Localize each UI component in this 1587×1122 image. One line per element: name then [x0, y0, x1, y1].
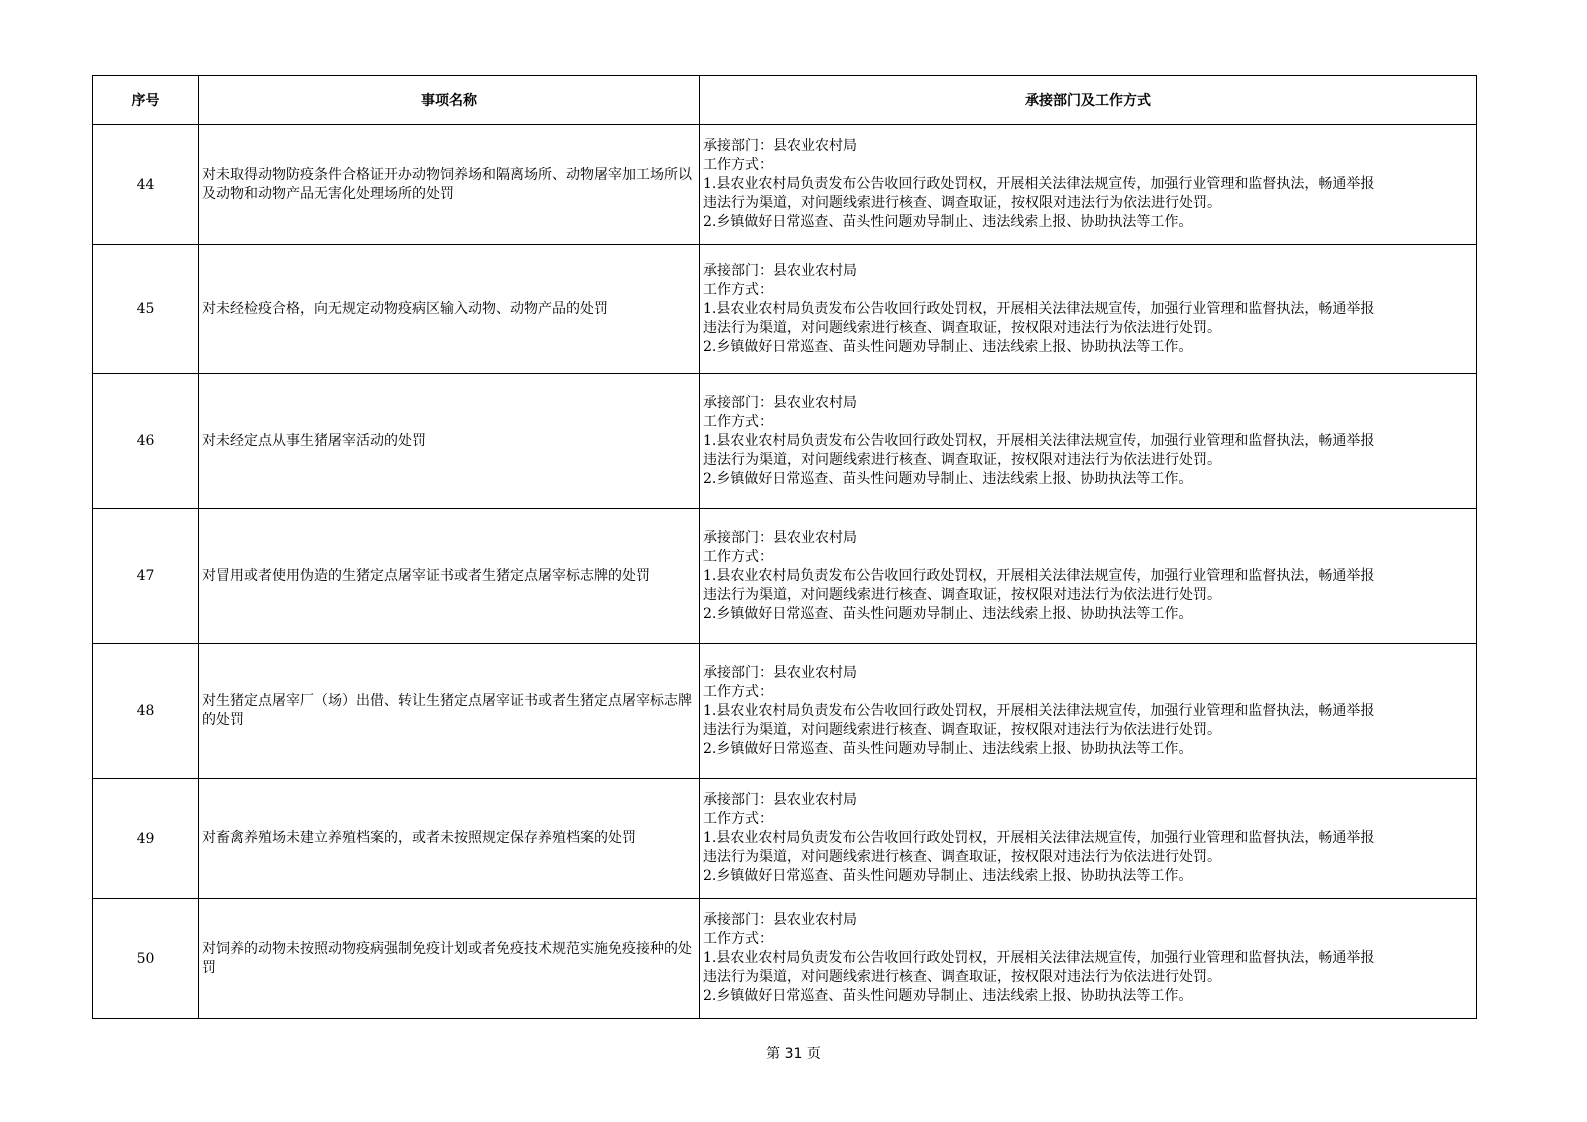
table-row [93, 374, 1477, 509]
row-name: 对冒用或者使用伪造的生猪定点屠宰证书或者生猪定点屠宰标志牌的处罚 [199, 509, 700, 644]
method-dept-line: 承接部门：县农业农村局 [703, 792, 857, 808]
method-line: 违法行为渠道，对问题线索进行核查、调查取证，按权限对违法行为依法进行处罚。 [703, 319, 1221, 336]
table-row [93, 509, 1477, 644]
method-line: 2.乡镇做好日常巡查、苗头性问题劝导制止、违法线索上报、协助执法等工作。 [703, 740, 1193, 757]
row-method [700, 374, 1477, 509]
header-row [93, 76, 1477, 125]
table-row [93, 245, 1477, 374]
row-method [700, 779, 1477, 899]
header-name: 事项名称 [199, 76, 700, 125]
method-line: 2.乡镇做好日常巡查、苗头性问题劝导制止、违法线索上报、协助执法等工作。 [703, 605, 1193, 622]
method-label-line: 工作方式： [703, 413, 773, 430]
method-label-line: 工作方式： [703, 811, 773, 827]
method-line: 2.乡镇做好日常巡查、苗头性问题劝导制止、违法线索上报、协助执法等工作。 [703, 470, 1193, 487]
row-num: 49 [93, 779, 199, 899]
row-name: 对未取得动物防疫条件合格证开办动物饲养场和隔离场所、动物屠宰加工场所以及动物和动物产品无害化处理场所的处罚 [199, 125, 700, 245]
method-line: 违法行为渠道，对问题线索进行核查、调查取证，按权限对违法行为依法进行处罚。 [703, 451, 1221, 468]
table-row [93, 779, 1477, 899]
method-line: 1.县农业农村局负责发布公告收回行政处罚权，开展相关法律法规宣传，加强行业管理和监督执法，畅通举报 [703, 702, 1375, 719]
method-dept-line: 承接部门：县农业农村局 [703, 664, 857, 681]
method-label-line: 工作方式： [703, 157, 773, 173]
row-num: 47 [93, 509, 199, 644]
row-num: 50 [93, 899, 199, 1019]
row-method [700, 125, 1477, 245]
method-dept-line: 承接部门：县农业农村局 [703, 394, 857, 411]
row-num: 45 [93, 245, 199, 374]
row-name: 对未经定点从事生猪屠宰活动的处罚 [199, 374, 700, 509]
header-method: 承接部门及工作方式 [700, 76, 1477, 125]
row-name: 对未经检疫合格，向无规定动物疫病区输入动物、动物产品的处罚 [199, 245, 700, 374]
method-line: 违法行为渠道，对问题线索进行核查、调查取证，按权限对违法行为依法进行处罚。 [703, 721, 1221, 738]
row-name: 对饲养的动物未按照动物疫病强制免疫计划或者免疫技术规范实施免疫接种的处罚 [199, 899, 700, 1019]
method-line: 2.乡镇做好日常巡查、苗头性问题劝导制止、违法线索上报、协助执法等工作。 [703, 988, 1193, 1004]
method-line: 1.县农业农村局负责发布公告收回行政处罚权，开展相关法律法规宣传，加强行业管理和监督执法，畅通举报 [703, 432, 1375, 449]
method-label-line: 工作方式： [703, 931, 773, 947]
table-row [93, 899, 1477, 1019]
method-line: 1.县农业农村局负责发布公告收回行政处罚权，开展相关法律法规宣传，加强行业管理和监督执法，畅通举报 [703, 830, 1375, 846]
method-line: 违法行为渠道，对问题线索进行核查、调查取证，按权限对违法行为依法进行处罚。 [703, 195, 1221, 211]
method-line: 违法行为渠道，对问题线索进行核查、调查取证，按权限对违法行为依法进行处罚。 [703, 969, 1221, 985]
table-row [93, 125, 1477, 245]
method-dept-line: 承接部门：县农业农村局 [703, 262, 857, 279]
method-dept-line: 承接部门：县农业农村局 [703, 138, 857, 154]
table-row [93, 644, 1477, 779]
row-method [700, 509, 1477, 644]
row-method [700, 245, 1477, 374]
method-line: 1.县农业农村局负责发布公告收回行政处罚权，开展相关法律法规宣传，加强行业管理和监督执法，畅通举报 [703, 300, 1375, 317]
item-table [92, 75, 1477, 1019]
row-num: 46 [93, 374, 199, 509]
method-label-line: 工作方式： [703, 548, 773, 565]
method-line: 1.县农业农村局负责发布公告收回行政处罚权，开展相关法律法规宣传，加强行业管理和监督执法，畅通举报 [703, 176, 1375, 192]
method-line: 1.县农业农村局负责发布公告收回行政处罚权，开展相关法律法规宣传，加强行业管理和监督执法，畅通举报 [703, 950, 1375, 966]
row-name: 对生猪定点屠宰厂（场）出借、转让生猪定点屠宰证书或者生猪定点屠宰标志牌的处罚 [199, 644, 700, 779]
method-line: 违法行为渠道，对问题线索进行核查、调查取证，按权限对违法行为依法进行处罚。 [703, 586, 1221, 603]
method-line: 2.乡镇做好日常巡查、苗头性问题劝导制止、违法线索上报、协助执法等工作。 [703, 214, 1193, 230]
row-name: 对畜禽养殖场未建立养殖档案的，或者未按照规定保存养殖档案的处罚 [199, 779, 700, 899]
method-label-line: 工作方式： [703, 683, 773, 700]
header-num: 序号 [93, 76, 199, 125]
method-line: 2.乡镇做好日常巡查、苗头性问题劝导制止、违法线索上报、协助执法等工作。 [703, 338, 1193, 355]
method-dept-line: 承接部门：县农业农村局 [703, 529, 857, 546]
page-number: 第 31 页 [766, 1046, 821, 1062]
method-label-line: 工作方式： [703, 281, 773, 298]
method-line: 2.乡镇做好日常巡查、苗头性问题劝导制止、违法线索上报、协助执法等工作。 [703, 868, 1193, 884]
row-method [700, 899, 1477, 1019]
row-num: 44 [93, 125, 199, 245]
row-method [700, 644, 1477, 779]
method-line: 1.县农业农村局负责发布公告收回行政处罚权，开展相关法律法规宣传，加强行业管理和监督执法，畅通举报 [703, 567, 1375, 584]
method-dept-line: 承接部门：县农业农村局 [703, 912, 857, 928]
method-line: 违法行为渠道，对问题线索进行核查、调查取证，按权限对违法行为依法进行处罚。 [703, 849, 1221, 865]
row-num: 48 [93, 644, 199, 779]
